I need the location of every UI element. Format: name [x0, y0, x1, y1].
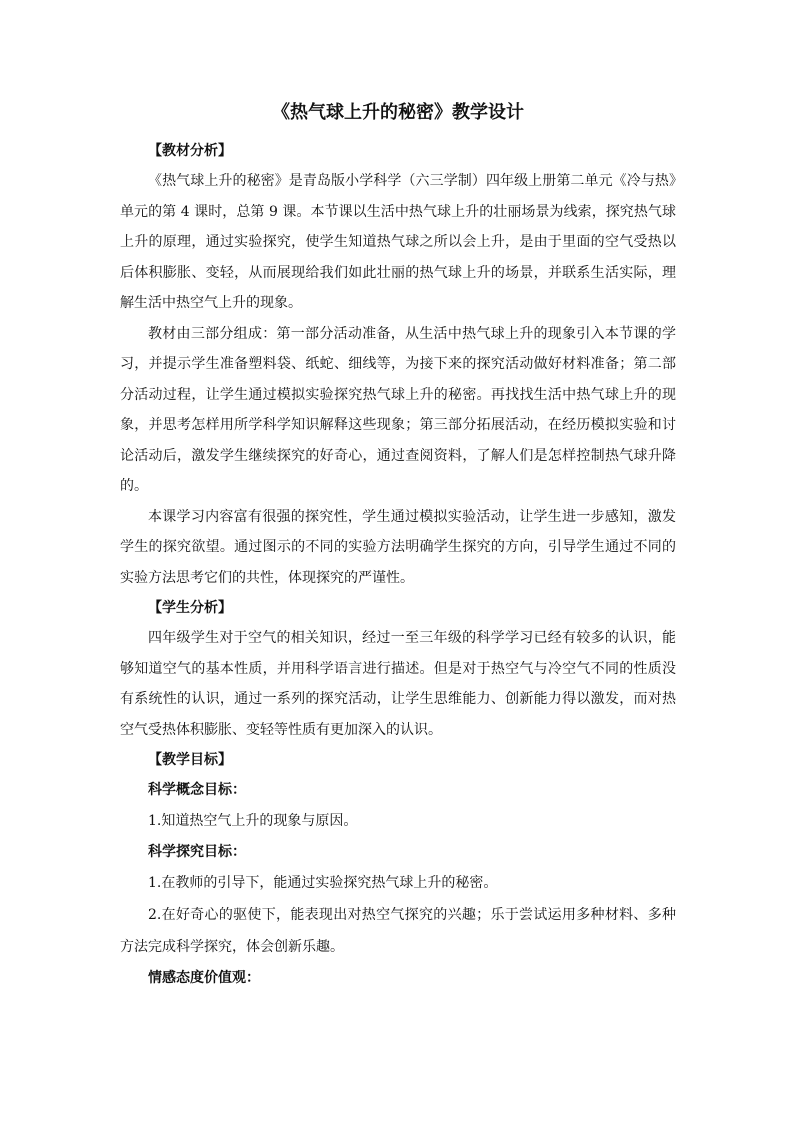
document-title: 《热气球上升的秘密》教学设计 [272, 102, 524, 123]
goal-item: 1.在教师的引导下，能通过实验探究热气球上升的秘密。 [148, 875, 498, 891]
goal-item: 2.在好奇心的驱使下，能表现出对热空气探究的兴趣；乐于尝试运用多种材料、多种方法完成科学探究，体会创新乐趣。 [120, 907, 676, 955]
subheading-inquiry-goals: 科学探究目标： [148, 844, 246, 860]
section-heading-student-analysis: 【学生分析】 [148, 600, 232, 616]
subheading-concept-goals: 科学概念目标： [148, 782, 246, 798]
paragraph: 本课学习内容富有很强的探究性，学生通过模拟实验活动，让学生进一步感知，激发学生的探究欲望。通过图示的不同的实验方法明确学生探究的方向，引导学生通过不同的实验方法思考它们的共性，体现探究的严谨性。 [120, 508, 676, 586]
paragraph: 四年级学生对于空气的相关知识，经过一至三年级的科学学习已经有较多的认识，能够知道空气的基本性质，并用科学语言进行描述。但是对于热空气与冷空气不同的性质没有系统性的认识，通过一系列的探究活动，让学生思维能力、创新能力得以激发，而对热空气受热体积膨胀、变轻等性质有更加深入的认识。 [120, 630, 676, 738]
paragraph: 《热气球上升的秘密》是青岛版小学科学（六三学制）四年级上册第二单元《冷与热》单元的第 4 课时，总第 9 课。本节课以生活中热气球上升的壮丽场景为线索，探究热气球上升的原理，通过实验探究，使学生知道热气球之所以会上升，是由于里面的空气受热以后体积膨胀、变轻，从而展现给我们如此壮丽的热气球上升的场景，并联系生活实际，理解生活中热空气上升的现象。 [120, 173, 676, 311]
goal-item: 1.知道热空气上升的现象与原因。 [148, 813, 358, 829]
paragraph: 教材由三部分组成：第一部分活动准备，从生活中热气球上升的现象引入本节课的学习，并提示学生准备塑料袋、纸蛇、细线等，为接下来的探究活动做好材料准备；第二部分活动过程，让学生通过模拟实验探究热气球上升的秘密。再找找生活中热气球上升的现象，并思考怎样用所学科学知识解释这些现象；第三部分拓展活动，在经历模拟实验和讨论活动后，激发学生继续探究的好奇心，通过查阅资料，了解人们是怎样控制热气球升降的。 [120, 325, 676, 494]
document-body [120, 100, 676, 993]
subheading-attitude-values: 情感态度价值观： [148, 970, 260, 986]
section-heading-teaching-goals: 【教学目标】 [148, 752, 232, 768]
section-heading-material-analysis: 【教材分析】 [148, 143, 232, 159]
